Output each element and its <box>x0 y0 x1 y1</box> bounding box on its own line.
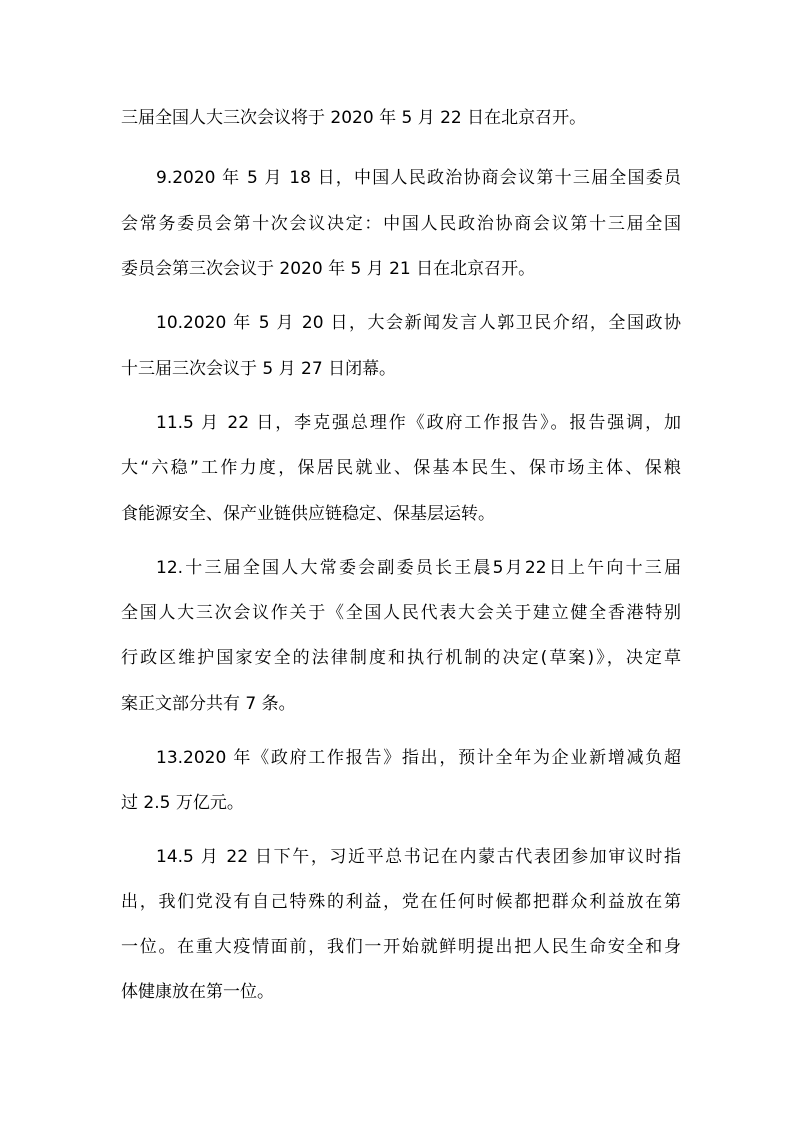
paragraph-11-line-2: 大“六稳”工作力度，保居民就业、保基本民生、保市场主体、保粮 <box>121 458 681 478</box>
paragraph-14-line-1: 14.5 月 22 日下午，习近平总书记在内蒙古代表团参加审议时指 <box>156 847 681 867</box>
paragraph-12-line-1: 12.十三届全国人大常委会副委员长王晨5月22日上午向十三届 <box>156 558 681 578</box>
paragraph-13-line-2: 过 2.5 万亿元。 <box>121 793 244 813</box>
paragraph-10-line-2: 十三届三次会议于 5 月 27 日闭幕。 <box>121 359 397 379</box>
paragraph-12-line-3: 行政区维护国家安全的法律制度和执行机制的决定(草案)》，决定草 <box>121 648 681 668</box>
paragraph-12-line-4: 案正文部分共有 7 条。 <box>121 694 296 714</box>
paragraph-9-line-1: 9.2020 年 5 月 18 日，中国人民政治协商会议第十三届全国委员 <box>156 168 681 188</box>
paragraph-14-line-2: 出，我们党没有自己特殊的利益，党在任何时候都把群众利益放在第 <box>121 892 681 912</box>
paragraph-10-line-1: 10.2020 年 5 月 20 日，大会新闻发言人郭卫民介绍，全国政协 <box>156 313 681 333</box>
paragraph-9-line-2: 会常务委员会第十次会议决定：中国人民政治协商会议第十三届全国 <box>121 214 681 234</box>
paragraph-9-line-3: 委员会第三次会议于 2020 年 5 月 21 日在北京召开。 <box>121 259 536 279</box>
paragraph-12-line-2: 全国人大三次会议作关于《全国人民代表大会关于建立健全香港特别 <box>121 603 681 623</box>
paragraph-14-line-3: 一位。在重大疫情面前，我们一开始就鲜明提出把人民生命安全和身 <box>121 937 681 957</box>
paragraph-14-line-4: 体健康放在第一位。 <box>121 982 274 1002</box>
paragraph-11-line-1: 11.5 月 22 日，李克强总理作《政府工作报告》。报告强调，加 <box>156 413 681 433</box>
paragraph-8-line-2: 三届全国人大三次会议将于 2020 年 5 月 22 日在北京召开。 <box>121 108 587 128</box>
paragraph-13-line-1: 13.2020 年《政府工作报告》指出，预计全年为企业新增减负超 <box>156 748 681 768</box>
paragraph-11-line-3: 食能源安全、保产业链供应链稳定、保基层运转。 <box>121 504 495 524</box>
